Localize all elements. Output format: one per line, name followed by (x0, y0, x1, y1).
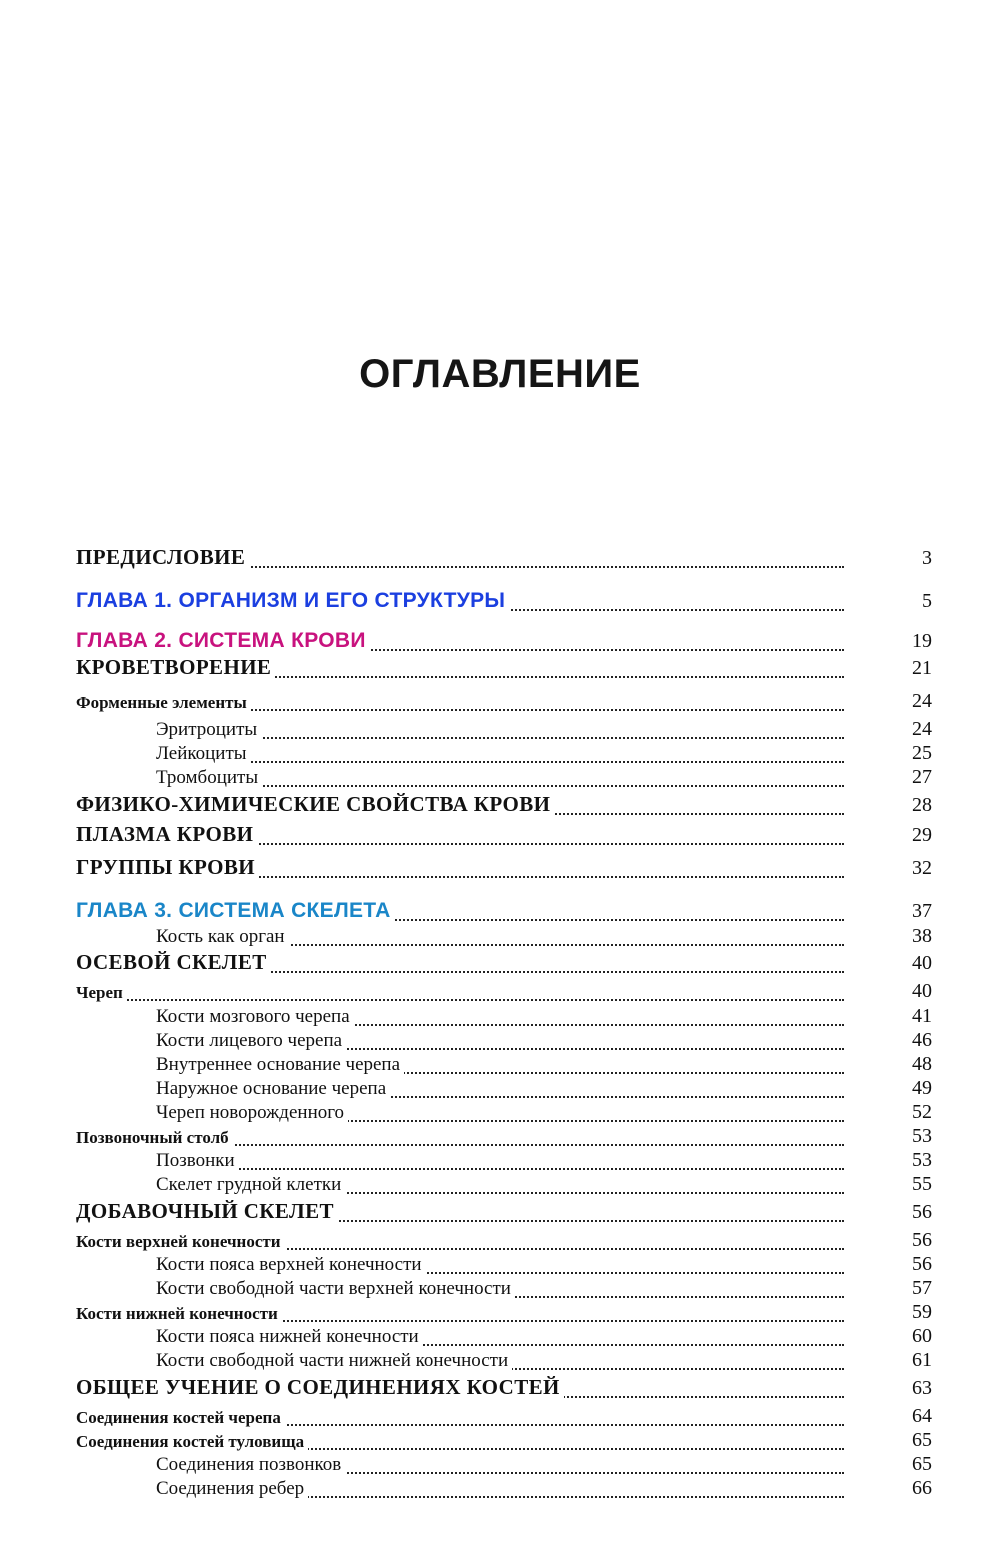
toc-entry-page: 53 (912, 1125, 932, 1147)
toc-entry (76, 656, 932, 686)
toc-entry (76, 765, 932, 795)
toc-entry-title: Кости пояса нижней конечности (156, 1326, 423, 1348)
dot-leader (76, 999, 844, 1001)
toc-entry (76, 689, 932, 719)
toc-entry-page: 38 (912, 925, 932, 947)
toc-entry-title: Череп новорожденного (156, 1102, 348, 1124)
toc-entry-title: ДОБАВОЧНЫЙ СКЕЛЕТ (76, 1199, 338, 1224)
dot-leader (156, 761, 844, 763)
toc-entry-page: 49 (912, 1077, 932, 1099)
toc-entry-title: ФИЗИКО-ХИМИЧЕСКИЕ СВОЙСТВА КРОВИ (76, 792, 554, 817)
toc-entry-title: ГЛАВА 1. ОРГАНИЗМ И ЕГО СТРУКТУРЫ (76, 589, 509, 613)
toc-entry-page: 56 (912, 1201, 932, 1223)
toc-entry-title: Кости пояса верхней конечности (156, 1254, 426, 1276)
toc-entry (76, 589, 932, 619)
toc-entry-page: 3 (922, 547, 932, 569)
toc-entry-page: 41 (912, 1005, 932, 1027)
toc-entry-page: 59 (912, 1301, 932, 1323)
toc-entry-title: Кости нижней конечности (76, 1304, 282, 1324)
toc-entry (76, 1348, 932, 1378)
toc-entry-title: Внутреннее основание черепа (156, 1054, 404, 1076)
toc-entry-page: 40 (912, 980, 932, 1002)
toc-entry-page: 40 (912, 952, 932, 974)
toc-entry-title: Череп (76, 983, 127, 1003)
toc-entry-title: Кости верхней конечности (76, 1232, 285, 1252)
dot-leader (156, 1168, 844, 1170)
toc-entry-page: 21 (912, 657, 932, 679)
toc-entry-title: Соединения ребер (156, 1478, 308, 1500)
toc-entry-page: 24 (912, 690, 932, 712)
toc-entry-title: Соединения позвонков (156, 1454, 345, 1476)
toc-entry-title: Скелет грудной клетки (156, 1174, 345, 1196)
toc-entry-title: Форменные элементы (76, 693, 251, 713)
toc-entry-page: 48 (912, 1053, 932, 1075)
toc-entry-page: 29 (912, 824, 932, 846)
toc-entry-title: Соединения костей черепа (76, 1408, 285, 1428)
toc-entry-title: Кость как орган (156, 926, 289, 948)
toc-entry-page: 27 (912, 766, 932, 788)
toc-entry-title: ГРУППЫ КРОВИ (76, 855, 259, 880)
toc-entry-page: 24 (912, 718, 932, 740)
toc-entry-title: ОСЕВОЙ СКЕЛЕТ (76, 950, 271, 975)
toc-entry (76, 1200, 932, 1230)
toc-entry-title: Тромбоциты (156, 767, 262, 789)
toc-entry-title: ПРЕДИСЛОВИЕ (76, 545, 249, 570)
toc-entry (76, 1476, 932, 1506)
toc-entry-page: 66 (912, 1477, 932, 1499)
toc-entry-title: Позвоночный столб (76, 1128, 233, 1148)
toc-entry (76, 793, 932, 823)
toc-entry-page: 5 (922, 590, 932, 612)
toc-entry (76, 546, 932, 576)
toc-entry (76, 856, 932, 886)
toc-entry-page: 25 (912, 742, 932, 764)
toc-entry (76, 1376, 932, 1406)
toc-entry-title: ГЛАВА 3. СИСТЕМА СКЕЛЕТА (76, 899, 395, 923)
page-title: ОГЛАВЛЕНИЕ (359, 352, 641, 396)
toc-entry-page: 65 (912, 1429, 932, 1451)
toc-entry-title: Кости лицевого черепа (156, 1030, 346, 1052)
toc-entry-title: Кости мозгового черепа (156, 1006, 354, 1028)
toc-entry (76, 823, 932, 853)
toc-entry-title: ОБЩЕЕ УЧЕНИЕ О СОЕДИНЕНИЯХ КОСТЕЙ (76, 1375, 564, 1400)
toc-entry-page: 61 (912, 1349, 932, 1371)
toc-entry-title: Лейкоциты (156, 743, 251, 765)
toc-entry-title: Эритроциты (156, 719, 261, 741)
toc-entry-title: ГЛАВА 2. СИСТЕМА КРОВИ (76, 629, 370, 653)
toc-entry-page: 56 (912, 1253, 932, 1275)
toc-entry-page: 46 (912, 1029, 932, 1051)
toc-entry-title: ПЛАЗМА КРОВИ (76, 822, 257, 847)
toc-entry-page: 60 (912, 1325, 932, 1347)
toc-entry-page: 57 (912, 1277, 932, 1299)
toc-entry-page: 37 (912, 900, 932, 922)
toc-entry-page: 32 (912, 857, 932, 879)
toc-entry-page: 64 (912, 1405, 932, 1427)
toc-entry-page: 19 (912, 630, 932, 652)
toc-entry-page: 56 (912, 1229, 932, 1251)
toc-entry-title: Соединения костей туловища (76, 1432, 308, 1452)
toc-entry-title: Кости свободной части верхней конечности (156, 1278, 515, 1300)
toc-entry-title: КРОВЕТВОРЕНИЕ (76, 655, 275, 680)
toc-entry-page: 53 (912, 1149, 932, 1171)
toc-entry (76, 951, 932, 981)
toc-entry (76, 1172, 932, 1202)
toc-entry-page: 52 (912, 1101, 932, 1123)
toc-entry-title: Позвонки (156, 1150, 239, 1172)
toc-entry-title: Кости свободной части нижней конечности (156, 1350, 512, 1372)
toc-entry-page: 28 (912, 794, 932, 816)
toc-entry-page: 55 (912, 1173, 932, 1195)
toc-entry-page: 65 (912, 1453, 932, 1475)
toc-entry-title: Наружное основание черепа (156, 1078, 390, 1100)
toc-entry-page: 63 (912, 1377, 932, 1399)
